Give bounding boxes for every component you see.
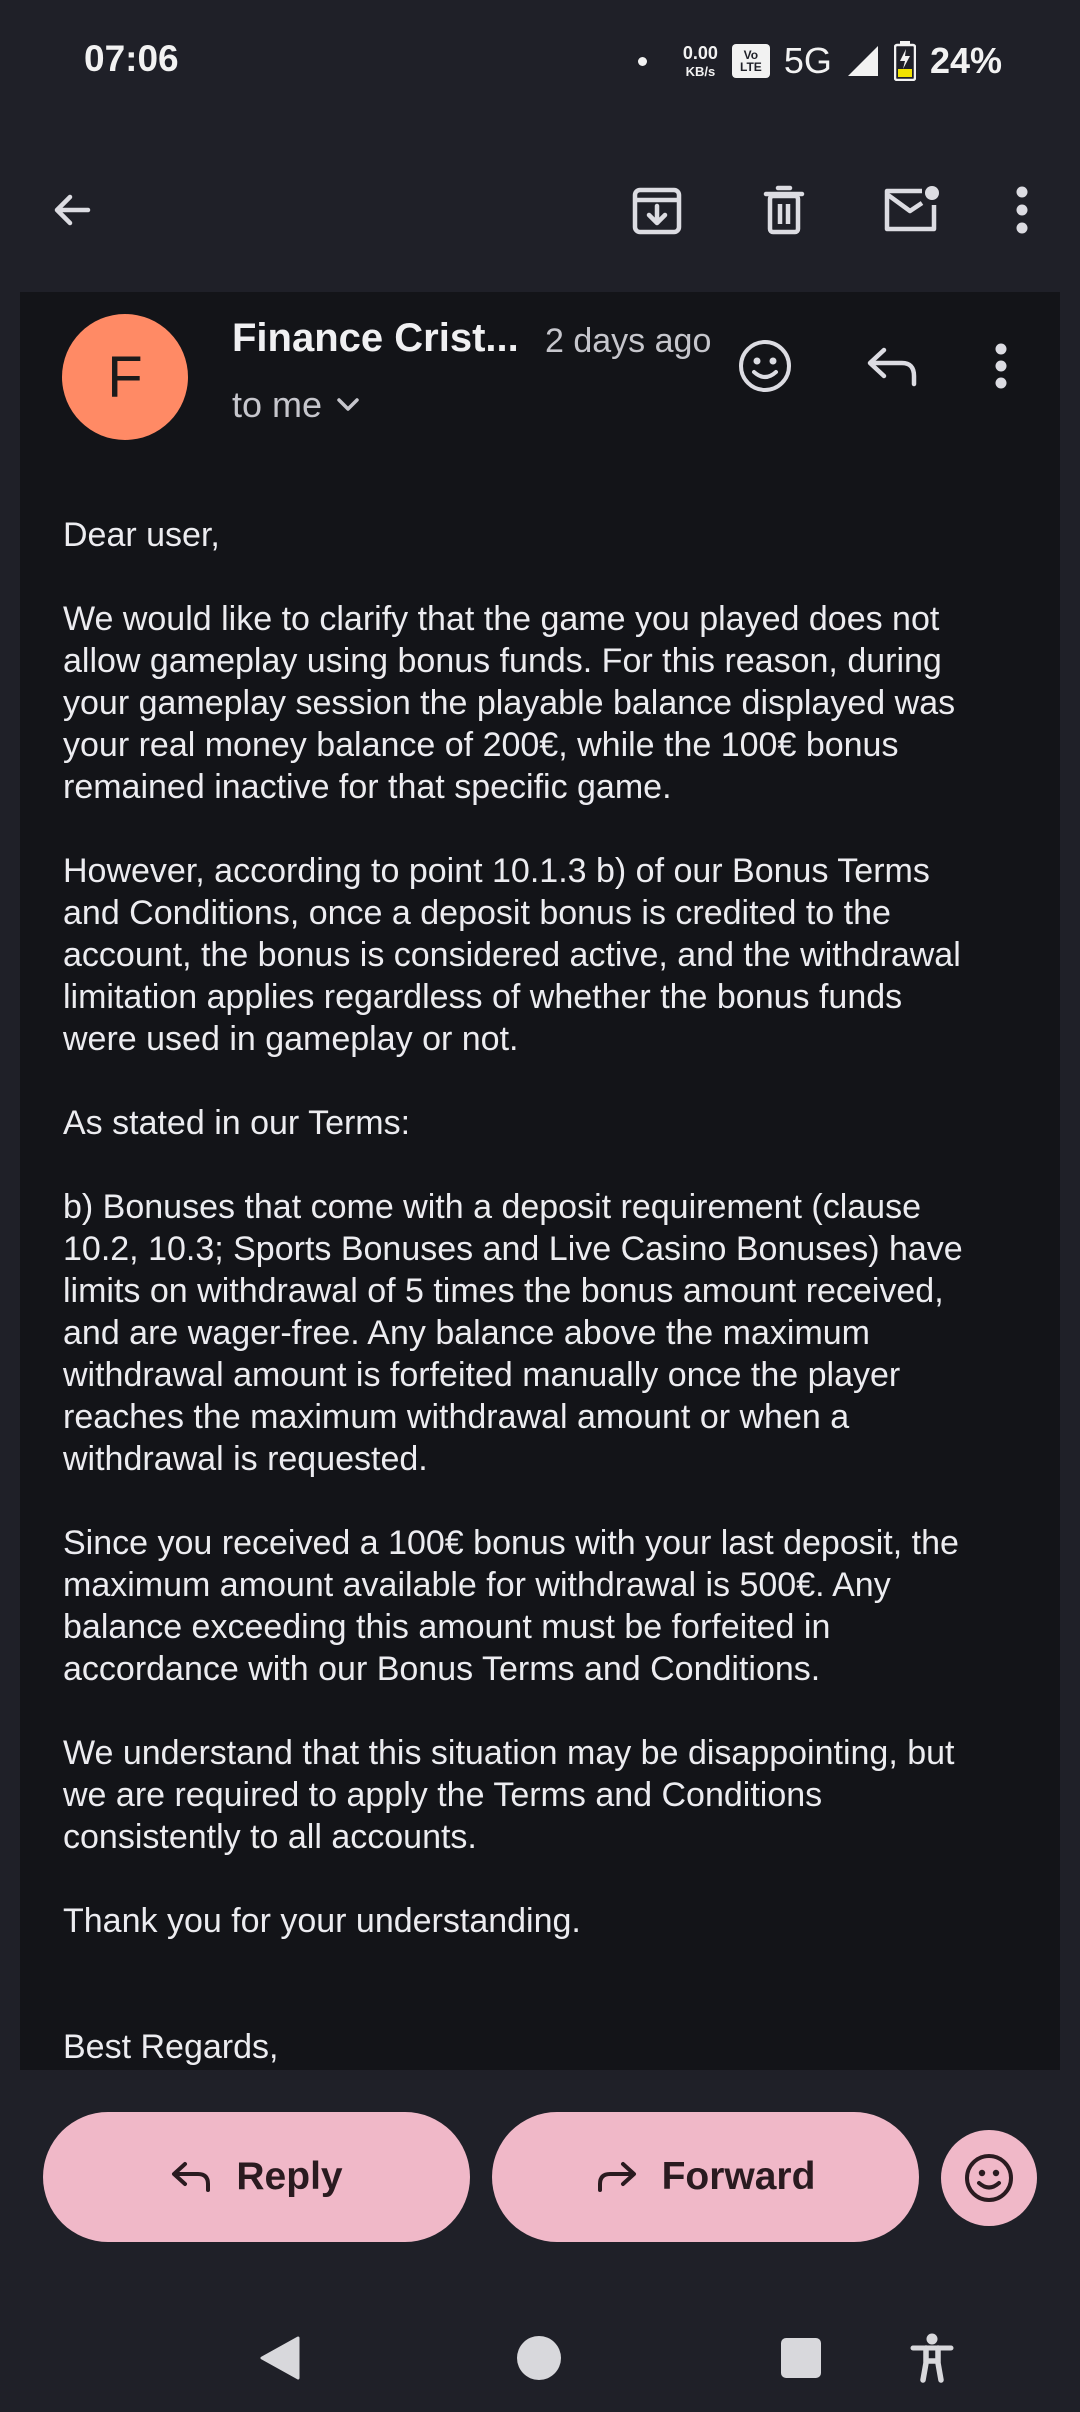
status-bar [0, 0, 1080, 120]
message-time: 2 days ago [545, 322, 712, 360]
forward-icon [596, 2160, 638, 2194]
sender-name[interactable]: Finance Crist... [232, 316, 519, 360]
status-icons [638, 36, 1002, 86]
network-type: 5G [783, 40, 832, 81]
body-paragraph: Since you received a 100€ bonus with your last deposit, the maximum amount available for withdrawal is 500€. Any balance exceeding this amount must be forfeited in accordance with our Bonus Terms and Conditions. [63, 1524, 959, 1688]
volte-top-label: Vo [743, 48, 759, 62]
message-body [63, 514, 1033, 2070]
nav-back-icon[interactable] [250, 2328, 310, 2388]
battery-icon [894, 41, 916, 81]
emoji-icon [963, 2152, 1015, 2204]
back-arrow-icon[interactable] [32, 170, 112, 250]
signal-icon [846, 44, 880, 78]
forward-button[interactable] [492, 2112, 919, 2242]
body-paragraph: We understand that this situation may be disappointing, but we are required to apply the Terms and Conditions consistently to all accounts. [63, 1734, 955, 1856]
notification-dot [638, 57, 647, 66]
recipient-label: to me [232, 384, 323, 425]
battery-percent: 24% [929, 40, 1002, 81]
body-paragraph: We would like to clarify that the game you played does not allow gameplay using bonus funds. For this reason, during your gameplay session the playable balance displayed was your real money balance of 200€, while the 100€ bonus remained inactive for that specific game. [63, 600, 956, 806]
recipient-toggle[interactable] [232, 384, 360, 426]
trash-icon[interactable] [744, 170, 824, 250]
emoji-react-button[interactable] [941, 2130, 1037, 2226]
network-speed [683, 44, 718, 78]
reply-icon [170, 2160, 212, 2194]
emoji-reaction-icon[interactable] [729, 330, 801, 402]
mark-unread-icon[interactable] [871, 170, 951, 250]
status-time: 07:06 [84, 38, 179, 79]
archive-icon[interactable] [617, 170, 697, 250]
forward-button-label: Forward [661, 2155, 816, 2198]
volte-bottom-label: LTE [740, 60, 762, 74]
reply-icon[interactable] [856, 330, 928, 402]
signature: Best Regards, [63, 2028, 279, 2066]
body-paragraph: Dear user, [63, 516, 220, 554]
top-toolbar [0, 150, 1080, 270]
message-more-icon[interactable] [965, 330, 1037, 402]
reply-button[interactable] [43, 2112, 470, 2242]
system-nav-bar [0, 2300, 1080, 2412]
network-speed-value: 0.00 [682, 43, 718, 63]
body-paragraph: However, according to point 10.1.3 b) of our Bonus Terms and Conditions, once a deposit bonus is credited to the account, the bonus is considered active, and the withdrawal limitation applies regardless of whether the bonus funds were used in gameplay or not. [63, 852, 961, 1058]
body-paragraph: b) Bonuses that come with a deposit requirement (clause 10.2, 10.3; Sports Bonuses and Live Casino Bonuses) have limits on withdrawal of 5 times the bonus amount received, and are wager-free. Any balance above the maximum withdrawal amount is forfeited manually once the player reaches the maximum withdrawal amount or when a withdrawal is requested. [63, 1188, 963, 1478]
message-card [20, 292, 1060, 2070]
nav-recents-icon[interactable] [771, 2328, 831, 2388]
body-paragraph: As stated in our Terms: [63, 1104, 411, 1142]
accessibility-icon[interactable] [902, 2328, 962, 2388]
body-paragraph: Thank you for your understanding. [63, 1902, 581, 1940]
reply-button-label: Reply [236, 2155, 343, 2198]
nav-home-icon[interactable] [509, 2328, 569, 2388]
chevron-down-icon [336, 397, 360, 413]
more-vert-icon[interactable] [982, 170, 1062, 250]
avatar[interactable]: F [62, 314, 188, 440]
volte-icon [732, 44, 770, 78]
network-speed-unit: KB/s [685, 64, 716, 79]
